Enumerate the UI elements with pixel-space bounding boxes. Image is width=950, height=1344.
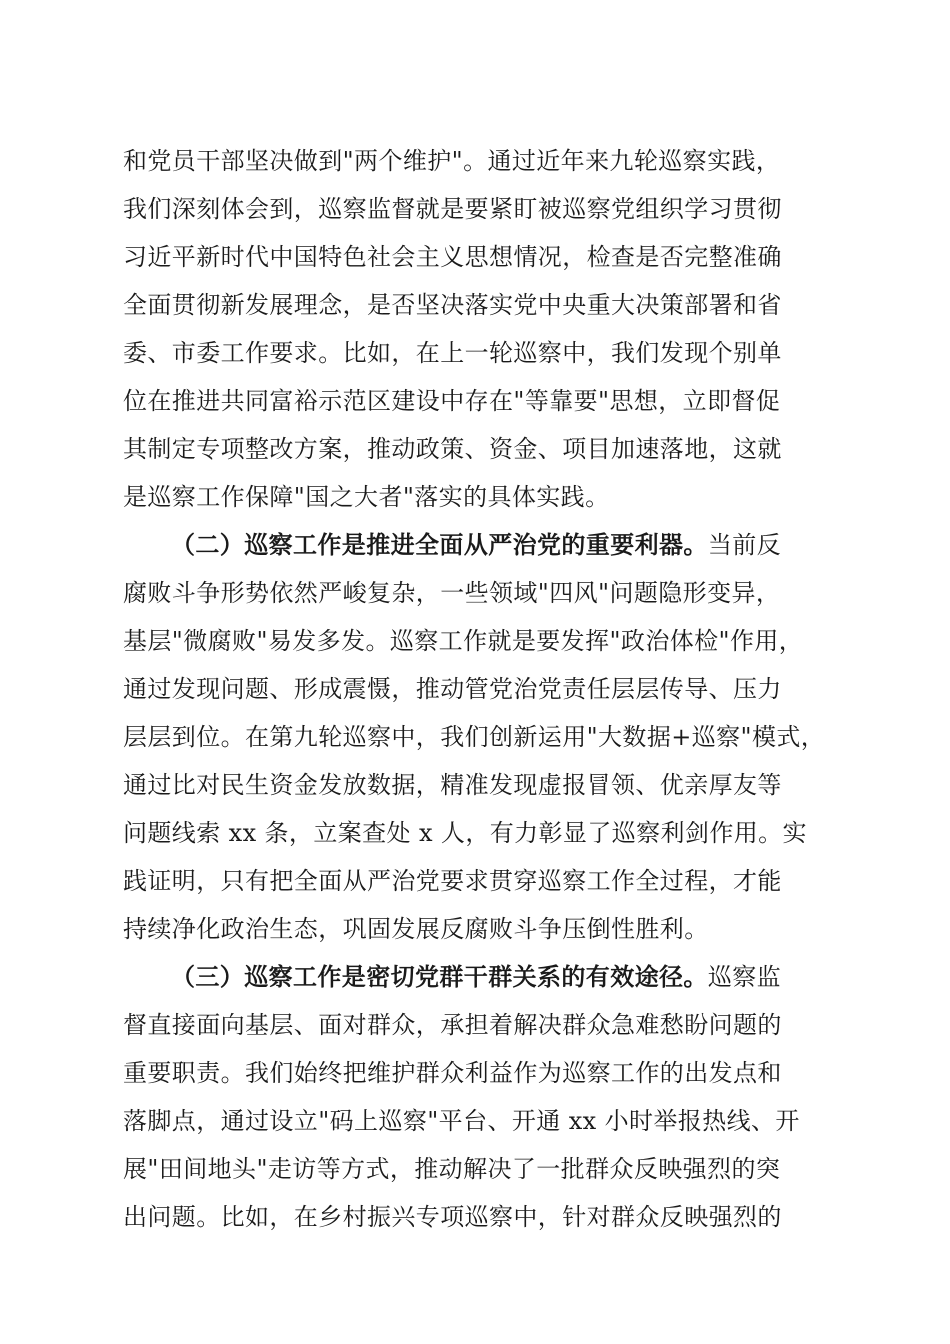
text-line: 和党员干部坚决做到"两个维护"。通过近年来九轮巡察实践，	[123, 147, 781, 175]
text-line: 出问题。比如，在乡村振兴专项巡察中，针对群众反映强烈的	[123, 1203, 782, 1231]
section-3-first-line	[171, 956, 781, 998]
text-line: 践证明，只有把全面从严治党要求贯穿巡察工作全过程，才能	[123, 867, 782, 895]
text-line: 督直接面向基层、面对群众，承担着解决群众急难愁盼问题的	[123, 1011, 782, 1039]
text-line: 层层到位。在第九轮巡察中，我们创新运用"大数据+巡察"模式，	[123, 723, 826, 751]
text-line: 腐败斗争形势依然严峻复杂，一些领域"四风"问题隐形变异，	[123, 579, 781, 607]
text-line: 位在推进共同富裕示范区建设中存在"等靠要"思想，立即督促	[123, 387, 781, 415]
text-line: 委、市委工作要求。比如，在上一轮巡察中，我们发现个别单	[123, 339, 782, 367]
text-line: 持续净化政治生态，巩固发展反腐败斗争压倒性胜利。	[123, 915, 709, 943]
text-line: 通过比对民生资金发放数据，精准发现虚报冒领、优亲厚友等	[123, 771, 782, 799]
text-line: 重要职责。我们始终把维护群众利益作为巡察工作的出发点和	[123, 1059, 782, 1087]
section-2-first-line-rest: 当前反	[707, 531, 782, 559]
section-3-heading: （三）巡察工作是密切党群干群关系的有效途径。	[171, 962, 708, 991]
text-line: 习近平新时代中国特色社会主义思想情况，检查是否完整准确	[123, 243, 782, 271]
section-3-first-line-rest: 巡察监	[707, 963, 782, 991]
text-line: 全面贯彻新发展理念，是否坚决落实党中央重大决策部署和省	[123, 291, 782, 319]
section-2-heading: （二）巡察工作是推进全面从严治党的重要利器。	[171, 530, 708, 559]
text-line: 其制定专项整改方案，推动政策、资金、项目加速落地，这就	[123, 435, 782, 463]
text-line: 基层"微腐败"易发多发。巡察工作就是要发挥"政治体检"作用，	[123, 627, 804, 655]
text-line: 展"田间地头"走访等方式，推动解决了一批群众反映强烈的突	[123, 1155, 781, 1183]
text-line: 通过发现问题、形成震慑，推动管党治党责任层层传导、压力	[123, 675, 782, 703]
text-line: 我们深刻体会到，巡察监督就是要紧盯被巡察党组织学习贯彻	[123, 195, 782, 223]
text-line: 问题线索 xx 条，立案查处 x 人，有力彰显了巡察利剑作用。实	[123, 819, 807, 847]
text-line: 是巡察工作保障"国之大者"落实的具体实践。	[123, 483, 610, 511]
section-2-first-line	[171, 524, 781, 566]
text-line: 落脚点，通过设立"码上巡察"平台、开通 xx 小时举报热线、开	[123, 1107, 800, 1135]
